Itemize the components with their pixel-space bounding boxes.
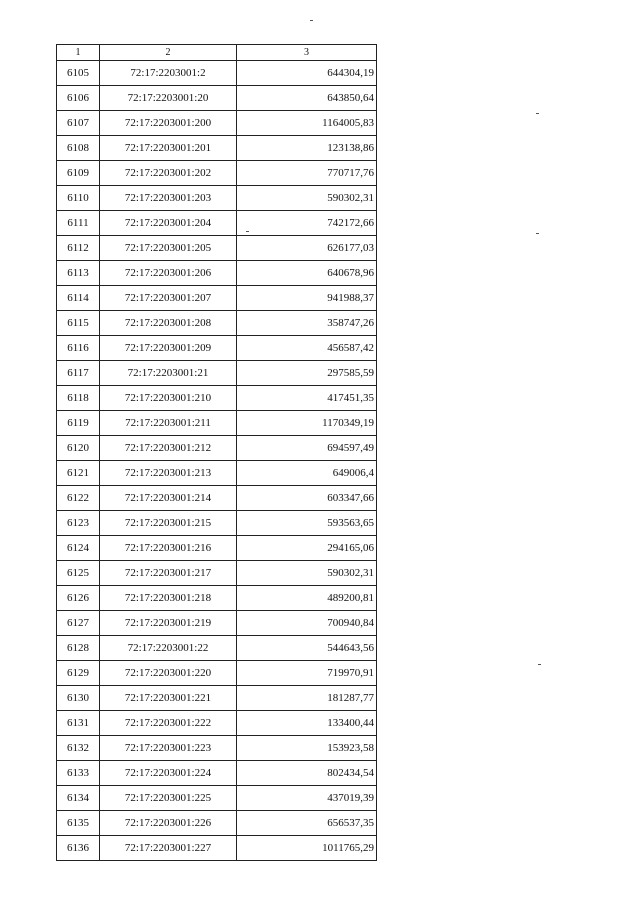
cadastral-number: 72:17:2203001:21 <box>100 361 237 386</box>
table-row <box>57 186 377 211</box>
row-value: 544643,56 <box>237 636 377 661</box>
cadastral-number: 72:17:2203001:22 <box>100 636 237 661</box>
cadastral-number: 72:17:2203001:212 <box>100 436 237 461</box>
table-row <box>57 111 377 136</box>
row-value: 417451,35 <box>237 386 377 411</box>
header-row <box>57 45 377 61</box>
column-header-1: 1 <box>57 45 100 61</box>
row-number: 6128 <box>57 636 100 661</box>
table-row <box>57 336 377 361</box>
row-value: 153923,58 <box>237 736 377 761</box>
cadastral-number: 72:17:2203001:211 <box>100 411 237 436</box>
row-value: 1170349,19 <box>237 411 377 436</box>
row-number: 6113 <box>57 261 100 286</box>
row-value: 802434,54 <box>237 761 377 786</box>
row-value: 640678,96 <box>237 261 377 286</box>
cadastral-number: 72:17:2203001:225 <box>100 786 237 811</box>
row-number: 6117 <box>57 361 100 386</box>
row-number: 6122 <box>57 486 100 511</box>
row-number: 6124 <box>57 536 100 561</box>
cadastral-number: 72:17:2203001:226 <box>100 811 237 836</box>
table-row <box>57 511 377 536</box>
row-number: 6133 <box>57 761 100 786</box>
table-row <box>57 211 377 236</box>
cadastral-number: 72:17:2203001:205 <box>100 236 237 261</box>
row-number: 6121 <box>57 461 100 486</box>
row-number: 6125 <box>57 561 100 586</box>
scan-speck <box>536 233 539 234</box>
row-number: 6112 <box>57 236 100 261</box>
table-row <box>57 836 377 861</box>
row-value: 603347,66 <box>237 486 377 511</box>
row-number: 6131 <box>57 711 100 736</box>
row-number: 6116 <box>57 336 100 361</box>
cadastral-number: 72:17:2203001:215 <box>100 511 237 536</box>
row-value: 719970,91 <box>237 661 377 686</box>
table-row <box>57 261 377 286</box>
row-number: 6108 <box>57 136 100 161</box>
row-number: 6135 <box>57 811 100 836</box>
cadastral-number: 72:17:2203001:218 <box>100 586 237 611</box>
cadastral-number: 72:17:2203001:219 <box>100 611 237 636</box>
cadastral-number: 72:17:2203001:208 <box>100 311 237 336</box>
row-value: 941988,37 <box>237 286 377 311</box>
row-number: 6130 <box>57 686 100 711</box>
table-row <box>57 411 377 436</box>
table-row <box>57 311 377 336</box>
table-row <box>57 486 377 511</box>
table-row <box>57 536 377 561</box>
row-number: 6119 <box>57 411 100 436</box>
scan-speck <box>536 113 539 114</box>
row-value: 1164005,83 <box>237 111 377 136</box>
cadastral-number: 72:17:2203001:202 <box>100 161 237 186</box>
row-value: 294165,06 <box>237 536 377 561</box>
row-value: 626177,03 <box>237 236 377 261</box>
row-value: 133400,44 <box>237 711 377 736</box>
row-value: 456587,42 <box>237 336 377 361</box>
table-row <box>57 761 377 786</box>
row-number: 6118 <box>57 386 100 411</box>
row-number: 6132 <box>57 736 100 761</box>
data-table <box>56 44 377 861</box>
row-number: 6120 <box>57 436 100 461</box>
row-number: 6127 <box>57 611 100 636</box>
row-number: 6110 <box>57 186 100 211</box>
table-row <box>57 586 377 611</box>
table-row <box>57 661 377 686</box>
row-number: 6115 <box>57 311 100 336</box>
cadastral-number: 72:17:2203001:204 <box>100 211 237 236</box>
cadastral-number: 72:17:2203001:200 <box>100 111 237 136</box>
row-value: 649006,4 <box>237 461 377 486</box>
table-row <box>57 786 377 811</box>
row-number: 6106 <box>57 86 100 111</box>
row-number: 6107 <box>57 111 100 136</box>
row-value: 742172,66 <box>237 211 377 236</box>
table-row <box>57 161 377 186</box>
table-row <box>57 711 377 736</box>
cadastral-number: 72:17:2203001:20 <box>100 86 237 111</box>
row-value: 656537,35 <box>237 811 377 836</box>
table-row <box>57 386 377 411</box>
cadastral-number: 72:17:2203001:214 <box>100 486 237 511</box>
table-row <box>57 436 377 461</box>
table-row <box>57 461 377 486</box>
table-row <box>57 61 377 86</box>
row-value: 700940,84 <box>237 611 377 636</box>
cadastral-number: 72:17:2203001:207 <box>100 286 237 311</box>
scan-speck <box>310 20 313 21</box>
table-row <box>57 736 377 761</box>
row-value: 437019,39 <box>237 786 377 811</box>
cadastral-number: 72:17:2203001:221 <box>100 686 237 711</box>
row-number: 6105 <box>57 61 100 86</box>
cadastral-number: 72:17:2203001:216 <box>100 536 237 561</box>
cadastral-number: 72:17:2203001:217 <box>100 561 237 586</box>
row-value: 593563,65 <box>237 511 377 536</box>
cadastral-number: 72:17:2203001:222 <box>100 711 237 736</box>
scan-speck <box>538 664 541 665</box>
table-body <box>57 45 377 861</box>
row-value: 590302,31 <box>237 561 377 586</box>
scan-speck <box>246 231 249 232</box>
cadastral-number: 72:17:2203001:224 <box>100 761 237 786</box>
row-value: 181287,77 <box>237 686 377 711</box>
table-row <box>57 286 377 311</box>
row-value: 358747,26 <box>237 311 377 336</box>
cadastral-number: 72:17:2203001:2 <box>100 61 237 86</box>
cadastral-number: 72:17:2203001:203 <box>100 186 237 211</box>
row-number: 6126 <box>57 586 100 611</box>
row-number: 6111 <box>57 211 100 236</box>
row-value: 643850,64 <box>237 86 377 111</box>
cadastral-number: 72:17:2203001:201 <box>100 136 237 161</box>
row-number: 6123 <box>57 511 100 536</box>
row-number: 6136 <box>57 836 100 861</box>
cadastral-number: 72:17:2203001:209 <box>100 336 237 361</box>
table-row <box>57 86 377 111</box>
column-header-3: 3 <box>237 45 377 61</box>
row-number: 6129 <box>57 661 100 686</box>
table-row <box>57 811 377 836</box>
cadastral-number: 72:17:2203001:213 <box>100 461 237 486</box>
cadastral-number: 72:17:2203001:210 <box>100 386 237 411</box>
cadastral-number: 72:17:2203001:220 <box>100 661 237 686</box>
row-value: 489200,81 <box>237 586 377 611</box>
cadastral-number: 72:17:2203001:223 <box>100 736 237 761</box>
row-value: 1011765,29 <box>237 836 377 861</box>
table-row <box>57 636 377 661</box>
table-row <box>57 611 377 636</box>
row-value: 694597,49 <box>237 436 377 461</box>
row-value: 590302,31 <box>237 186 377 211</box>
row-value: 644304,19 <box>237 61 377 86</box>
table-row <box>57 686 377 711</box>
row-number: 6134 <box>57 786 100 811</box>
table-row <box>57 236 377 261</box>
row-number: 6114 <box>57 286 100 311</box>
table-row <box>57 136 377 161</box>
table-row <box>57 561 377 586</box>
cadastral-number: 72:17:2203001:206 <box>100 261 237 286</box>
row-value: 770717,76 <box>237 161 377 186</box>
table-row <box>57 361 377 386</box>
row-value: 123138,86 <box>237 136 377 161</box>
row-number: 6109 <box>57 161 100 186</box>
column-header-2: 2 <box>100 45 237 61</box>
cadastral-number: 72:17:2203001:227 <box>100 836 237 861</box>
row-value: 297585,59 <box>237 361 377 386</box>
